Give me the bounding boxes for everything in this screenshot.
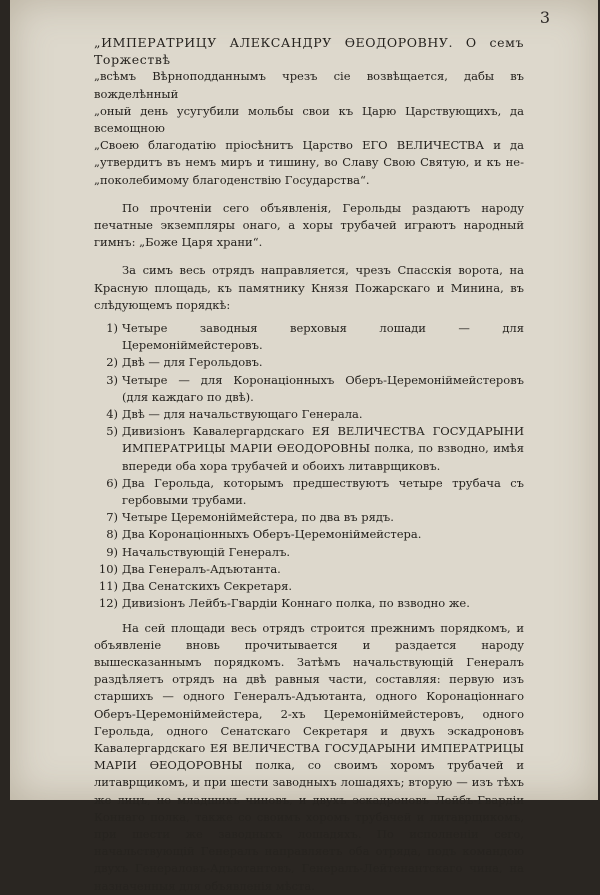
list-item-text: Четыре заводныя верховыя лошади — для Церемоніймейстеровъ. [122, 321, 524, 353]
list-item-number: 3) [106, 372, 118, 387]
list-item-text: Дивизіонъ Кавалергардскаго ЕЯ ВЕЛИЧЕСТВА ГОСУДАРЫНИ ИМПЕРАТРИЦЫ МАРІИ ѲЕОДОРОВНЫ полка, по взводно, имѣя впереди оба хора трубачей и обоихъ литаврщиковъ. [122, 424, 524, 473]
list-item [94, 320, 524, 354]
list-item-text: Два Сенатскихъ Секретаря. [122, 579, 293, 594]
document-page [10, 0, 598, 893]
list-item-number: 9) [106, 544, 118, 559]
list-item-text: Дивизіонъ Лейбъ-Гвардіи Коннаго полка, по взводно же. [122, 596, 470, 611]
list-item-text: Два Герольда, которымъ предшествуютъ четыре трубача съ гербовыми трубами. [122, 475, 524, 508]
list-item-text: Два Коронаціонныхъ Оберъ-Церемоніймейстера. [122, 527, 422, 542]
list-item [94, 509, 524, 526]
list-item-text: Двѣ — для Герольдовъ. [122, 355, 263, 370]
quote-line: „всѣмъ Вѣрноподданнымъ чрезъ сіе возвѣщается, дабы въ вожделѣнный [94, 69, 524, 101]
list-item [94, 475, 524, 509]
list-item-number: 4) [106, 407, 118, 422]
quote-line: „оный день усугубили мольбы свои къ Царю Царствующихъ, да всемощною [94, 103, 524, 136]
list-item [94, 406, 524, 423]
list-item-number: 2) [106, 355, 118, 370]
list-item [94, 544, 524, 561]
list-item-number: 1) [106, 321, 118, 336]
quote-line: „Своею благодатію пріосѣнитъ Царство ЕГО ВЕЛИЧЕСТВА и да [94, 138, 524, 153]
list-item-text: Четыре Церемоніймейстера, по два въ рядъ. [122, 510, 394, 525]
list-item-number: 8) [106, 527, 118, 542]
list-item-text: Четыре — для Коронаціонныхъ Оберъ-Церемоніймейстеровъ (для каждаго по двѣ). [122, 372, 524, 404]
list-item-number: 6) [106, 475, 118, 490]
list-item-text: Два Генералъ-Адъютанта. [122, 561, 281, 576]
paragraph: По прочтеніи сего объявленія, Герольды раздаютъ народу печатные экземпляры онаго, а хоры трубачей играютъ народный гимнъ: „Боже Царя храни“. [94, 200, 524, 250]
list-item-number: 7) [106, 510, 118, 525]
paragraph: За симъ весь отрядъ направляется, чрезъ Спасскія ворота, на Красную площадь, къ памятнику Князя Пожарскаго и Минина, въ слѣдующемъ порядкѣ: [94, 263, 524, 312]
proclamation-quote [94, 34, 524, 189]
list-item-text: Двѣ — для начальствующаго Генерала. [122, 407, 363, 422]
quote-line: „ИМПЕРАТРИЦУ АЛЕКСАНДРУ ѲЕОДОРОВНУ. О семъ Торжествѣ [94, 35, 524, 68]
list-item-number: 10) [98, 561, 118, 576]
list-item-number: 12) [98, 596, 118, 611]
paragraph: На сей площади весь отрядъ строится прежнимъ порядкомъ, и объявленіе вновь прочитывается и раздается народу вышесказаннымъ порядкомъ. Затѣмъ начальствующій Генералъ раздѣляетъ отрядъ на двѣ равныя части, составляя: первую изъ старшихъ — одного Генералъ-Адъютанта, одного Коронаціоннаго Оберъ-Церемоніймейстера, 2-хъ Церемоніймейстеровъ, одного Герольда, одного Сенатскаго Секретаря и двухъ эскадроновъ Кавалергардскаго ЕЯ ВЕЛИЧЕСТВА ГОСУДАРЫНИ ИМПЕРАТРИЦЫ МАРІИ ѲЕОДОРОВНЫ полка, со своимъ хоромъ трубачей и литаврщикомъ, и при шести заводныхъ лошадяхъ; вторую — изъ тѣхъ же лицъ, но младшихъ чиновъ, и двухъ эскадроновъ Лейбъ-Гвардіи Коннаго полка, также со своимъ хоромъ трубачей и литаврщикомъ, при шести же заводныхъ лошадяхъ. По исполненіи сего, начальствующій Генералъ направляетъ оба отряда, подъ командою двухъ Генераловъ-Адъютантовъ, Генералъ-Лейтенантскаго чина, на назначенныя для объявленія мѣста. [94, 620, 524, 893]
list-item [94, 578, 524, 595]
list-item [94, 423, 524, 475]
document-body [94, 34, 524, 895]
list-item [94, 595, 524, 612]
list-item-number: 5) [106, 424, 118, 439]
list-item [94, 354, 524, 371]
list-item [94, 526, 524, 543]
page-number: 3 [539, 8, 550, 27]
quote-line: „утвердитъ въ немъ миръ и тишину, во Славу Свою Святую, и къ не- [94, 155, 524, 170]
list-item-number: 11) [98, 579, 118, 594]
quote-line: „поколебимому благоденствію Государства“. [94, 172, 370, 187]
list-item [94, 372, 524, 406]
procession-order-list [94, 320, 524, 612]
list-item [94, 561, 524, 578]
list-item-text: Начальствующій Генералъ. [122, 544, 291, 559]
